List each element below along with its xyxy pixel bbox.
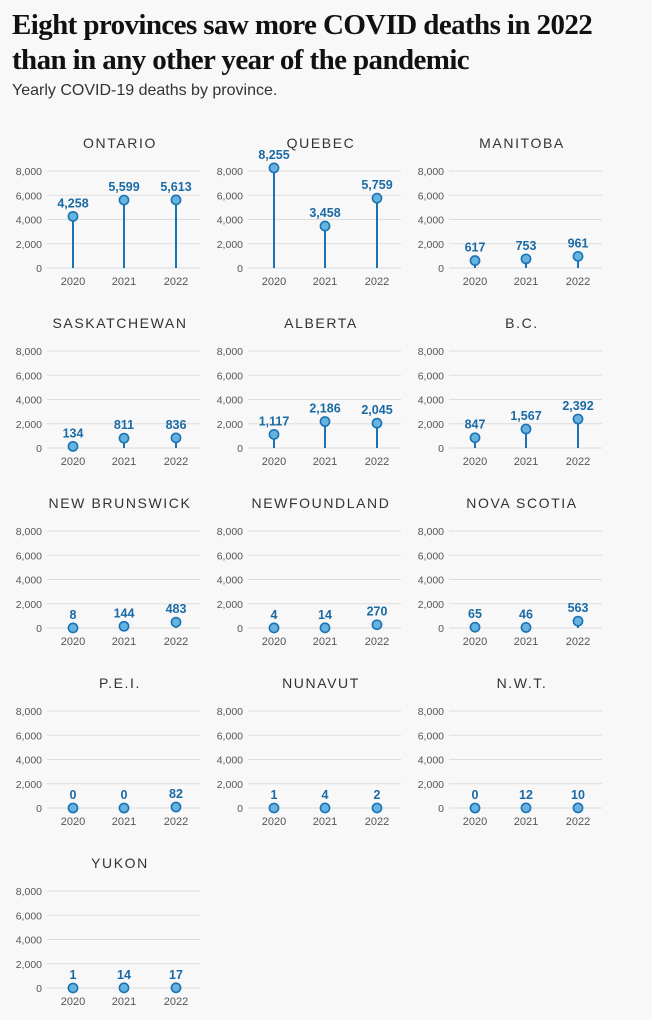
data-label: 2,392 (562, 398, 594, 413)
panel-title: NEW BRUNSWICK (48, 495, 192, 511)
data-label: 563 (567, 601, 589, 616)
panel-title: YUKON (91, 855, 149, 871)
y-tick-label: 0 (438, 803, 444, 815)
y-tick-label: 8,000 (216, 346, 243, 358)
data-label: 2,186 (309, 401, 341, 416)
y-tick-label: 4,000 (417, 214, 444, 227)
y-tick-label: 2,000 (15, 778, 42, 791)
x-tick-label: 2020 (462, 636, 488, 648)
y-tick-label: 8,000 (15, 886, 42, 898)
lollipop-marker (573, 617, 582, 626)
lollipop-marker (470, 433, 479, 442)
data-label: 2,045 (361, 403, 393, 418)
data-label: 0 (69, 788, 77, 802)
y-tick-label: 0 (237, 803, 243, 815)
panel-title: MANITOBA (479, 135, 565, 151)
data-label: 617 (464, 240, 486, 255)
y-tick-label: 2,000 (15, 238, 42, 251)
y-tick-label: 8,000 (15, 166, 42, 178)
lollipop-marker (68, 803, 77, 812)
y-tick-label: 0 (36, 623, 42, 635)
y-tick-label: 0 (36, 983, 42, 995)
y-tick-label: 2,000 (15, 418, 42, 431)
y-tick-label: 6,000 (216, 190, 243, 203)
x-tick-label: 2020 (261, 276, 287, 288)
panel-title: B.C. (505, 315, 539, 331)
x-tick-label: 2022 (565, 636, 591, 648)
chart-yukon (16, 855, 200, 1008)
chart-ontario (16, 135, 200, 288)
data-label: 1,567 (510, 409, 542, 424)
lollipop-marker (470, 623, 479, 632)
lollipop-marker (119, 803, 128, 812)
y-tick-label: 2,000 (417, 598, 444, 611)
lollipop-marker (171, 433, 180, 442)
y-tick-label: 6,000 (216, 730, 243, 743)
chart-nova-scotia (418, 495, 602, 648)
x-tick-label: 2022 (163, 636, 189, 648)
y-tick-label: 2,000 (216, 598, 243, 611)
x-tick-label: 2022 (163, 276, 189, 288)
lollipop-marker (372, 419, 381, 428)
lollipop-marker (68, 983, 77, 992)
data-label: 1 (69, 967, 77, 982)
y-tick-label: 0 (36, 803, 42, 815)
data-label: 10 (571, 787, 585, 802)
x-tick-label: 2022 (364, 456, 390, 468)
x-tick-label: 2021 (312, 456, 338, 468)
y-tick-label: 8,000 (15, 526, 42, 538)
x-tick-label: 2020 (261, 816, 287, 828)
x-tick-label: 2021 (513, 276, 539, 288)
y-tick-label: 6,000 (216, 370, 243, 383)
y-tick-label: 2,000 (417, 418, 444, 431)
panel-title: N.W.T. (496, 675, 548, 691)
y-tick-label: 8,000 (216, 166, 243, 178)
x-tick-label: 2022 (163, 456, 189, 468)
lollipop-marker (320, 221, 329, 230)
y-tick-label: 8,000 (417, 706, 444, 718)
data-label: 5,759 (361, 178, 393, 193)
x-tick-label: 2022 (565, 456, 591, 468)
x-tick-label: 2020 (261, 636, 287, 648)
lollipop-marker (171, 983, 180, 992)
chart-quebec (217, 135, 401, 288)
y-tick-label: 4,000 (15, 934, 42, 947)
x-tick-label: 2022 (565, 276, 591, 288)
lollipop-marker (269, 623, 278, 632)
data-label: 753 (515, 238, 537, 253)
x-tick-label: 2021 (312, 816, 338, 828)
data-label: 811 (113, 418, 135, 433)
lollipop-marker (470, 803, 479, 812)
lollipop-marker (269, 430, 278, 439)
data-label: 46 (519, 607, 533, 622)
x-tick-label: 2020 (60, 636, 86, 648)
x-tick-label: 2021 (312, 636, 338, 648)
lollipop-marker (269, 803, 278, 812)
y-tick-label: 0 (36, 263, 42, 275)
lollipop-marker (573, 803, 582, 812)
lollipop-marker (320, 803, 329, 812)
y-tick-label: 0 (237, 263, 243, 275)
data-label: 17 (169, 967, 183, 982)
lollipop-marker (521, 424, 530, 433)
y-tick-label: 6,000 (417, 550, 444, 563)
data-label: 14 (117, 967, 131, 982)
lollipop-marker (171, 195, 180, 204)
data-label: 12 (519, 787, 533, 802)
data-label: 1 (270, 787, 278, 802)
lollipop-marker (171, 802, 180, 811)
data-label: 4 (270, 607, 278, 622)
y-tick-label: 6,000 (15, 190, 42, 203)
x-tick-label: 2022 (364, 816, 390, 828)
y-tick-label: 0 (237, 443, 243, 455)
y-tick-label: 4,000 (15, 574, 42, 587)
chart-p-e-i (16, 675, 200, 828)
chart-b-c (418, 315, 602, 468)
x-tick-label: 2021 (513, 456, 539, 468)
y-tick-label: 6,000 (417, 370, 444, 383)
y-tick-label: 2,000 (417, 778, 444, 791)
data-label: 4 (321, 787, 329, 802)
lollipop-marker (119, 983, 128, 992)
chart-manitoba (418, 135, 602, 288)
x-tick-label: 2021 (111, 276, 137, 288)
data-label: 3,458 (309, 206, 341, 221)
chart-n-w-t (418, 675, 602, 828)
x-tick-label: 2021 (513, 816, 539, 828)
page-title: Eight provinces saw more COVID deaths in 2022 than in any other year of the pandemic (12, 9, 593, 76)
lollipop-marker (119, 196, 128, 205)
y-tick-label: 4,000 (417, 574, 444, 587)
y-tick-label: 8,000 (216, 526, 243, 538)
x-tick-label: 2022 (364, 276, 390, 288)
lollipop-marker (372, 803, 381, 812)
lollipop-marker (119, 622, 128, 631)
lollipop-marker (372, 194, 381, 203)
lollipop-marker (573, 252, 582, 261)
y-tick-label: 2,000 (216, 418, 243, 431)
y-tick-label: 8,000 (417, 526, 444, 538)
lollipop-marker (171, 618, 180, 627)
panel-title: NEWFOUNDLAND (251, 495, 391, 511)
y-tick-label: 2,000 (216, 238, 243, 251)
y-tick-label: 2,000 (417, 238, 444, 251)
y-tick-label: 8,000 (417, 166, 444, 178)
lollipop-marker (269, 163, 278, 172)
y-tick-label: 6,000 (15, 730, 42, 743)
lollipop-marker (320, 623, 329, 632)
data-label: 82 (169, 787, 183, 802)
y-tick-label: 4,000 (216, 394, 243, 407)
data-label: 270 (366, 604, 388, 619)
data-label: 65 (468, 607, 482, 622)
data-label: 14 (318, 607, 332, 622)
x-tick-label: 2020 (462, 456, 488, 468)
x-tick-label: 2022 (565, 816, 591, 828)
panel-title: SASKATCHEWAN (52, 315, 188, 331)
page-subtitle: Yearly COVID-19 deaths by province. (12, 82, 278, 99)
x-tick-label: 2021 (513, 636, 539, 648)
y-tick-label: 8,000 (216, 706, 243, 718)
data-label: 8,255 (258, 147, 290, 162)
lollipop-marker (68, 442, 77, 451)
y-tick-label: 4,000 (216, 574, 243, 587)
x-tick-label: 2020 (462, 816, 488, 828)
chart-newfoundland (217, 495, 401, 648)
panel-title: NOVA SCOTIA (466, 495, 578, 511)
lollipop-marker (521, 623, 530, 632)
x-tick-label: 2020 (60, 276, 86, 288)
y-tick-label: 0 (237, 623, 243, 635)
lollipop-marker (521, 254, 530, 263)
y-tick-label: 6,000 (15, 550, 42, 563)
data-label: 961 (567, 236, 589, 251)
y-tick-label: 6,000 (417, 190, 444, 203)
y-tick-label: 8,000 (15, 706, 42, 718)
y-tick-label: 4,000 (15, 214, 42, 227)
x-tick-label: 2021 (312, 276, 338, 288)
y-tick-label: 0 (36, 443, 42, 455)
x-tick-label: 2021 (111, 996, 137, 1008)
x-tick-label: 2020 (60, 456, 86, 468)
data-label: 144 (113, 606, 135, 621)
panel-title: ALBERTA (284, 315, 358, 331)
y-tick-label: 6,000 (417, 730, 444, 743)
chart-alberta (217, 315, 401, 468)
data-label: 483 (165, 602, 187, 617)
y-tick-label: 4,000 (216, 754, 243, 767)
y-tick-label: 0 (438, 443, 444, 455)
y-tick-label: 8,000 (15, 346, 42, 358)
lollipop-marker (68, 212, 77, 221)
x-tick-label: 2022 (364, 636, 390, 648)
data-label: 836 (165, 417, 187, 432)
y-tick-label: 6,000 (15, 910, 42, 923)
lollipop-marker (68, 623, 77, 632)
lollipop-marker (573, 414, 582, 423)
data-label: 847 (464, 417, 486, 432)
y-tick-label: 8,000 (417, 346, 444, 358)
y-tick-label: 2,000 (15, 958, 42, 971)
y-tick-label: 4,000 (216, 214, 243, 227)
y-tick-label: 4,000 (417, 394, 444, 407)
chart-new-brunswick (16, 495, 200, 648)
lollipop-marker (320, 417, 329, 426)
y-tick-label: 6,000 (15, 370, 42, 383)
x-tick-label: 2021 (111, 456, 137, 468)
x-tick-label: 2020 (60, 996, 86, 1008)
panel-title: ONTARIO (83, 135, 157, 151)
x-tick-label: 2020 (60, 816, 86, 828)
y-tick-label: 0 (438, 263, 444, 275)
chart-nunavut (217, 675, 401, 828)
x-tick-label: 2020 (462, 276, 488, 288)
lollipop-marker (521, 803, 530, 812)
lollipop-marker (470, 256, 479, 265)
data-label: 4,258 (57, 196, 89, 211)
y-tick-label: 2,000 (15, 598, 42, 611)
y-tick-label: 0 (438, 623, 444, 635)
x-tick-label: 2022 (163, 996, 189, 1008)
x-tick-label: 2021 (111, 816, 137, 828)
y-tick-label: 4,000 (417, 754, 444, 767)
y-tick-label: 4,000 (15, 754, 42, 767)
lollipop-marker (119, 434, 128, 443)
x-tick-label: 2022 (163, 816, 189, 828)
y-tick-label: 6,000 (216, 550, 243, 563)
data-label: 5,613 (160, 179, 192, 194)
lollipop-marker (372, 620, 381, 629)
data-label: 0 (120, 788, 128, 802)
data-label: 8 (69, 607, 77, 622)
data-label: 134 (62, 426, 84, 441)
x-tick-label: 2021 (111, 636, 137, 648)
data-label: 2 (373, 787, 381, 802)
y-tick-label: 4,000 (15, 394, 42, 407)
x-tick-label: 2020 (261, 456, 287, 468)
panel-title: NUNAVUT (282, 675, 360, 691)
panel-title: P.E.I. (98, 675, 142, 691)
data-label: 1,117 (258, 414, 290, 429)
data-label: 5,599 (108, 180, 140, 195)
data-label: 0 (471, 788, 479, 802)
y-tick-label: 2,000 (216, 778, 243, 791)
panel-title: QUEBEC (286, 135, 356, 151)
chart-saskatchewan (16, 315, 200, 468)
